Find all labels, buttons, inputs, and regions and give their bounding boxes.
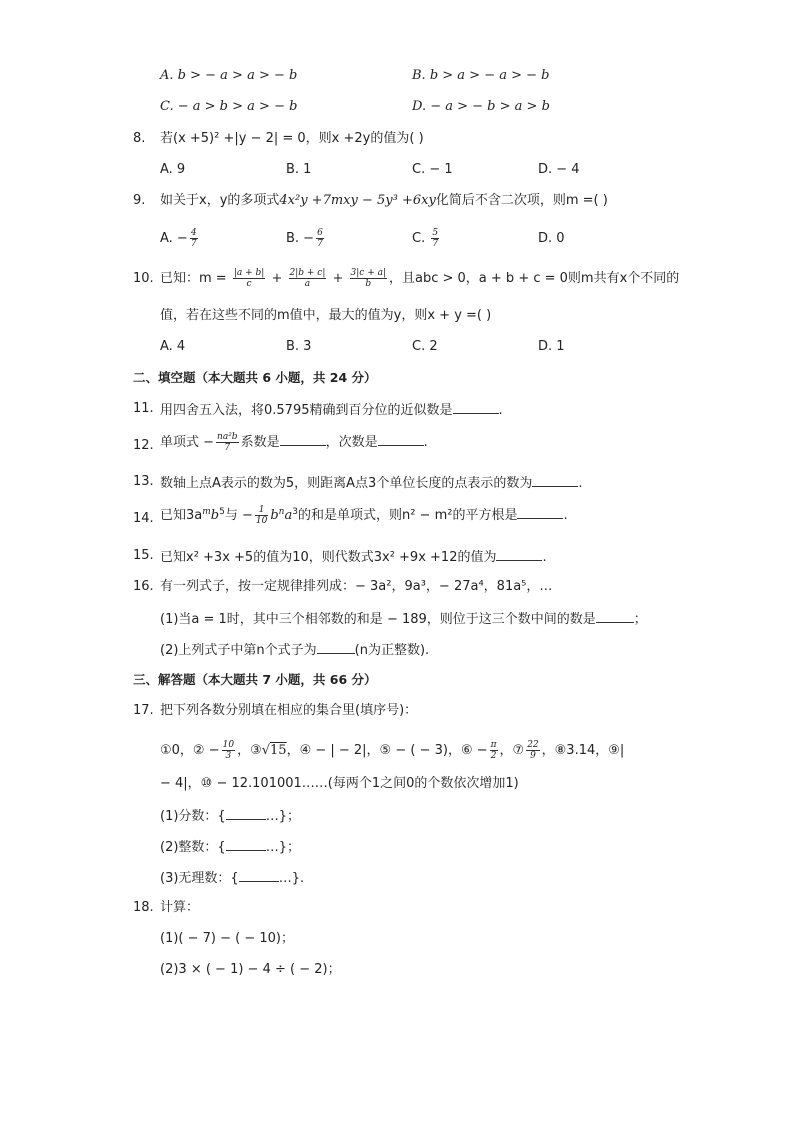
q8-stem: 若(x +5)² +|y − 2| = 0，则x +2y的值为( ) xyxy=(160,131,424,146)
q9-option-c: C. $\frac{5}{7}$ xyxy=(412,228,439,249)
q9-option-d: D. 0 xyxy=(538,231,565,246)
q18-sub1: (1)( − 7) − ( − 10)； xyxy=(160,931,294,946)
question-number: 17. xyxy=(133,703,154,718)
answer-blank[interactable] xyxy=(317,641,355,654)
q8-option-b: B. 1 xyxy=(286,162,312,177)
q9-option-a: A. − $\frac{4}{7}$ xyxy=(160,228,197,249)
question-number: 13. xyxy=(133,474,154,489)
q17-sub1: (1)分数：{ …}； xyxy=(160,809,300,824)
q9-expression: 4x²y +7mxy − 5y³ +6xy xyxy=(279,193,436,208)
q9-stem-post: 化简后不含二次项，则m =( ) xyxy=(435,193,608,208)
question-number: 10. xyxy=(133,271,154,286)
q17-stem: 把下列各数分别填在相应的集合里(填序号)： xyxy=(160,703,418,718)
answer-blank[interactable] xyxy=(239,869,279,882)
answer-blank[interactable] xyxy=(596,610,634,623)
answer-blank[interactable] xyxy=(226,807,266,820)
q10-option-d: D. 1 xyxy=(538,339,565,354)
q12-stem: 单项式 − $\frac{\text{na²b}}{7}$ 系数是 ，次数是 . xyxy=(160,432,428,453)
q18-sub2: (2)3 × ( − 1) − 4 ÷ ( − 2)； xyxy=(160,962,341,977)
q10-stem-line2: 值，若在这些不同的m值中，最大的值为y，则x + y =( ) xyxy=(160,308,492,323)
q16-sub2: (2)上列式子中第n个式子为 (n为正整数). xyxy=(160,643,430,658)
answer-blank[interactable] xyxy=(226,838,266,851)
q16-sub1: (1)当a = 1时，其中三个相邻数的和是 − 189，则位于这三个数中间的数是 ； xyxy=(160,612,647,627)
question-number: 12. xyxy=(133,438,154,453)
answer-blank[interactable] xyxy=(532,474,578,487)
q16-stem: 有一列式子，按一定规律排列成：− 3a²，9a³，− 27a⁴，81a⁵，… xyxy=(160,579,553,594)
q17-number-list: ①0，② − $\frac{10}{3}$ ，③√15，④ − | − 2|，⑤ − ( − 3)，⑥ − $\frac{\pi}{2}$ ，⑦ $\frac{22}{9}$ ，⑧3.14，⑨| xyxy=(160,740,625,761)
q13-stem: 数轴上点A表示的数为5，则距离A点3个单位长度的点表示的数为 . xyxy=(160,476,583,491)
q17-number-list-line2: − 4|，⑩ − 12.101001……(每两个1之间0的个数依次增加1) xyxy=(160,776,519,791)
q7-option-a: A. b > − a > a > − b xyxy=(160,68,298,83)
question-number: 16. xyxy=(133,579,154,594)
question-number: 8. xyxy=(133,131,146,146)
q8-option-d: D. − 4 xyxy=(538,162,580,177)
q17-sub3: (3)无理数：{ …}. xyxy=(160,871,305,886)
question-number: 9. xyxy=(133,193,146,208)
answer-blank[interactable] xyxy=(280,433,326,446)
q9-stem-pre: 如关于x，y的多项式 xyxy=(160,193,280,208)
section-heading-fill-in: 二、填空题（本大题共 6 小题，共 24 分） xyxy=(133,370,377,385)
q8-option-a: A. 9 xyxy=(160,162,186,177)
q14-stem: 已知$3a^mb^5$与 − $\frac{1}{10}$ $b^na^3$的和是单项式，则n² − m²的平方根是 . xyxy=(160,505,568,526)
question-number: 14. xyxy=(133,511,154,526)
question-number: 18. xyxy=(133,900,154,915)
q9-stem xyxy=(160,193,608,209)
q7-option-b: B. b > a > − a > − b xyxy=(412,68,550,83)
q7-option-d: D. − a > − b > a > b xyxy=(412,99,550,114)
q11-stem: 用四舍五入法，将0.5795精确到百分位的近似数是 . xyxy=(160,403,503,418)
answer-blank[interactable] xyxy=(378,433,424,446)
q10-option-b: B. 3 xyxy=(286,339,312,354)
q17-sub2: (2)整数：{ …}； xyxy=(160,840,300,855)
answer-blank[interactable] xyxy=(517,506,563,519)
q9-option-b: B. − $\frac{6}{7}$ xyxy=(286,228,323,249)
q8-option-c: C. − 1 xyxy=(412,162,453,177)
q15-stem: 已知x² +3x +5的值为10，则代数式3x² +9x +12的值为 . xyxy=(160,550,547,565)
question-number: 11. xyxy=(133,401,154,416)
question-number: 15. xyxy=(133,548,154,563)
answer-blank[interactable] xyxy=(496,548,542,561)
q10-stem: 已知：m = $\frac{|a + b|}{c}$ + $\frac{2|b + c|}{a}$ + $\frac{3|c + a|}{b}$ ，且abc > 0，a + b + c = 0则m共有x个不同的 xyxy=(160,268,680,289)
q7-option-c: C. − a > b > a > − b xyxy=(160,99,298,114)
q18-stem: 计算： xyxy=(160,900,200,915)
answer-blank[interactable] xyxy=(453,401,499,414)
section-heading-solve: 三、解答题（本大题共 7 小题，共 66 分） xyxy=(133,672,377,687)
q10-option-c: C. 2 xyxy=(412,339,438,354)
q10-option-a: A. 4 xyxy=(160,339,186,354)
